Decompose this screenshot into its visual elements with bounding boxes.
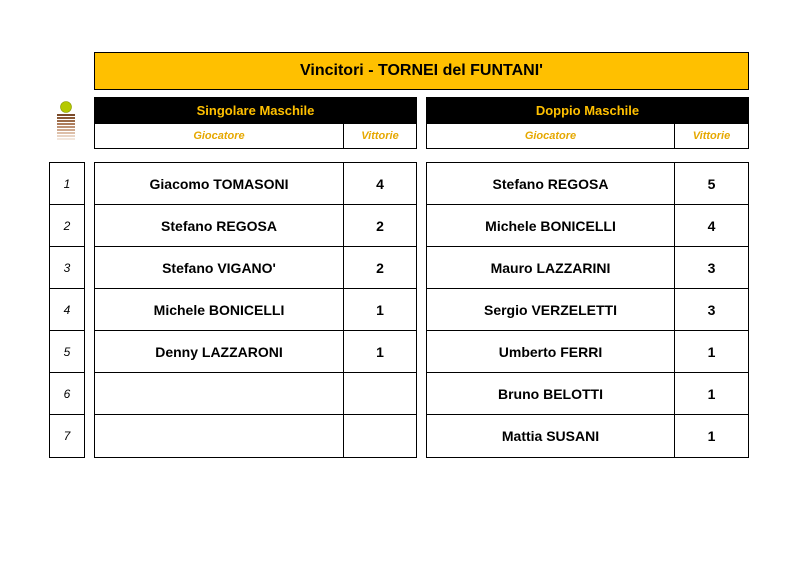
player-cell: Mauro LAZZARINI — [427, 247, 675, 288]
player-cell: Umberto FERRI — [427, 331, 675, 372]
table-row — [427, 205, 748, 247]
table-row — [95, 163, 416, 205]
rank-cell: 5 — [50, 331, 84, 373]
rank-cell: 6 — [50, 373, 84, 415]
singolare-col-player: Giocatore — [95, 124, 344, 148]
player-cell: Mattia SUSANI — [427, 415, 675, 457]
table-row — [427, 289, 748, 331]
player-cell: Bruno BELOTTI — [427, 373, 675, 414]
table-row — [427, 373, 748, 415]
wins-cell: 4 — [376, 175, 384, 192]
player-cell: Denny LAZZARONI — [95, 331, 344, 372]
singolare-col-wins: Vittorie — [361, 130, 399, 142]
wins-cell: 1 — [376, 301, 384, 318]
doppio-col-player: Giocatore — [427, 124, 675, 148]
rank-cell: 4 — [50, 289, 84, 331]
player-cell: Stefano REGOSA — [427, 163, 675, 204]
player-cell: Giacomo TOMASONI — [95, 163, 344, 204]
wins-cell — [344, 373, 416, 414]
wins-cell: 5 — [707, 175, 716, 192]
table-row — [95, 373, 416, 415]
doppio-header: Doppio Maschile — [426, 97, 749, 124]
player-cell: Michele BONICELLI — [95, 289, 344, 330]
singolare-subheader — [94, 124, 417, 149]
wins-cell: 3 — [707, 301, 716, 318]
rank-cell: 1 — [50, 163, 84, 205]
table-row — [427, 247, 748, 289]
player-cell: Stefano VIGANO' — [95, 247, 344, 288]
rank-cell: 3 — [50, 247, 84, 289]
doppio-subheader — [426, 124, 749, 149]
singolare-header: Singolare Maschile — [94, 97, 417, 124]
player-cell — [95, 415, 344, 457]
wins-cell — [344, 415, 416, 457]
rank-column — [49, 162, 85, 458]
doppio-table — [426, 162, 749, 458]
doppio-col-wins: Vittorie — [692, 130, 731, 142]
table-row — [95, 415, 416, 457]
table-row — [95, 247, 416, 289]
tennis-logo-icon — [55, 100, 77, 146]
wins-cell: 4 — [707, 217, 716, 234]
wins-cell: 1 — [707, 428, 716, 444]
table-row — [427, 163, 748, 205]
player-cell: Sergio VERZELETTI — [427, 289, 675, 330]
table-row — [95, 289, 416, 331]
page-title: Vincitori - TORNEI del FUNTANI' — [94, 52, 749, 90]
table-row — [427, 331, 748, 373]
player-cell: Michele BONICELLI — [427, 205, 675, 246]
wins-cell: 1 — [707, 343, 716, 360]
table-row — [95, 205, 416, 247]
wins-cell: 2 — [376, 217, 384, 234]
wins-cell: 1 — [376, 343, 384, 360]
wins-cell: 1 — [707, 385, 716, 402]
player-cell — [95, 373, 344, 414]
rank-cell: 7 — [63, 429, 71, 443]
table-row — [427, 415, 748, 457]
player-cell: Stefano REGOSA — [95, 205, 344, 246]
table-row — [95, 331, 416, 373]
rank-cell: 2 — [50, 205, 84, 247]
wins-cell: 2 — [376, 259, 384, 276]
wins-cell: 3 — [707, 259, 716, 276]
singolare-table — [94, 162, 417, 458]
